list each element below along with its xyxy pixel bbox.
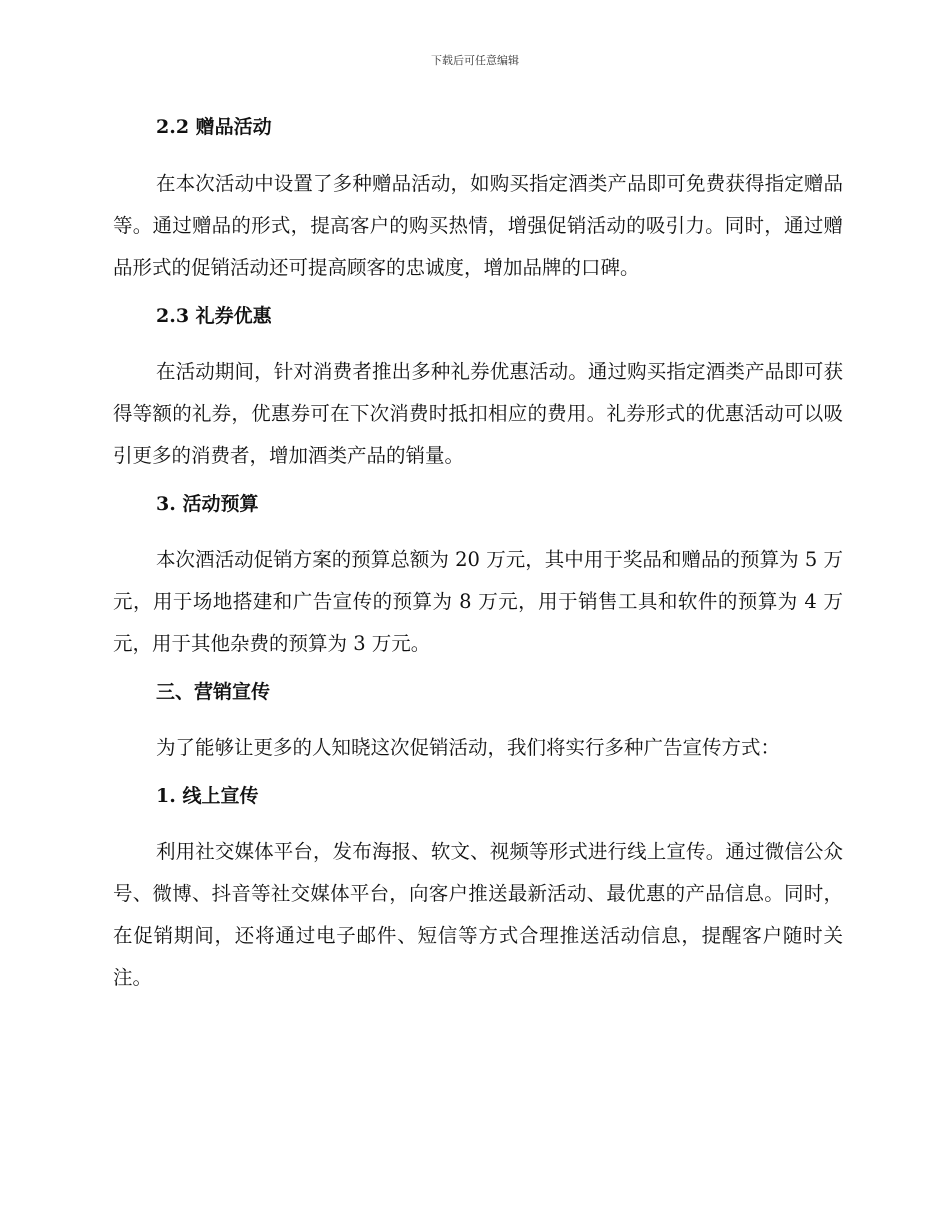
- paragraph-marketing: 为了能够让更多的人知晓这次促销活动，我们将实行多种广告宣传方式：: [156, 736, 781, 759]
- paragraph-gift-activity: 在本次活动中设置了多种赠品活动，如购买指定酒类产品即可免费获得指定赠品等。通过赠品的形式，提高客户的购买热情，增强促销活动的吸引力。同时，通过赠品形式的促销活动还可提高顾客的忠诚度，增加品牌的口碑。: [113, 172, 843, 279]
- section-heading-online-promotion: 1. 线上宣传: [156, 785, 259, 807]
- section-heading-gift-activity: 2.2 赠品活动: [156, 116, 272, 138]
- section-heading-marketing: 三、营销宣传: [156, 681, 271, 703]
- paragraph-coupon-offer: 在活动期间，针对消费者推出多种礼券优惠活动。通过购买指定酒类产品即可获得等额的礼券，优惠券可在下次消费时抵扣相应的费用。礼券形式的优惠活动可以吸引更多的消费者，增加酒类产品的销量。: [113, 360, 843, 467]
- section-heading-budget: 3. 活动预算: [156, 493, 259, 515]
- paragraph-budget: 本次酒活动促销方案的预算总额为 20 万元，其中用于奖品和赠品的预算为 5 万元，用于场地搭建和广告宣传的预算为 8 万元，用于销售工具和软件的预算为 4 万元，用于其他杂费的预算为 3 万元。: [113, 548, 843, 655]
- paragraph-online-promotion: 利用社交媒体平台，发布海报、软文、视频等形式进行线上宣传。通过微信公众号、微博、抖音等社交媒体平台，向客户推送最新活动、最优惠的产品信息。同时，在促销期间，还将通过电子邮件、短信等方式合理推送活动信息，提醒客户随时关注。: [113, 840, 843, 989]
- document-body: [113, 108, 843, 999]
- page-header: 下载后可任意编辑: [431, 54, 519, 67]
- section-heading-coupon-offer: 2.3 礼券优惠: [156, 305, 272, 327]
